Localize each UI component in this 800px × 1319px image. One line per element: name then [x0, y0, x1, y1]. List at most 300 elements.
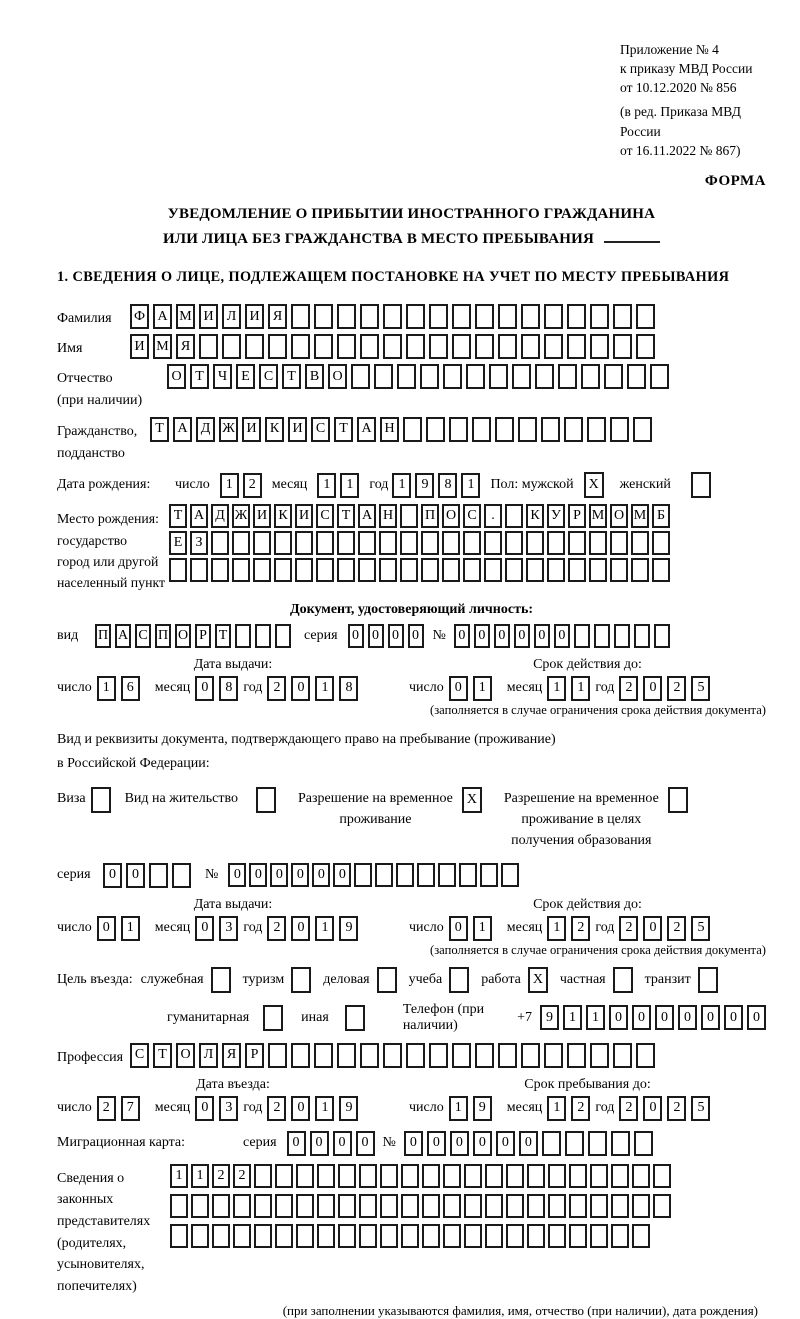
form-cell[interactable] — [501, 863, 519, 887]
form-cell[interactable]: 0 — [103, 863, 122, 888]
form-cell[interactable] — [518, 417, 537, 442]
form-cell[interactable]: О — [328, 364, 347, 389]
form-cell[interactable] — [375, 863, 393, 887]
form-cell[interactable] — [295, 558, 313, 582]
form-cell[interactable] — [558, 364, 577, 389]
form-cell[interactable]: 0 — [270, 863, 288, 887]
form-cell[interactable] — [535, 364, 554, 389]
temp-residence-education-checkbox[interactable] — [668, 787, 688, 813]
form-cell[interactable]: 0 — [724, 1005, 743, 1030]
form-cell[interactable] — [253, 558, 271, 582]
form-cell[interactable]: 9 — [339, 1096, 358, 1121]
form-cell[interactable] — [253, 531, 271, 555]
form-cell[interactable] — [544, 334, 563, 359]
form-cell[interactable] — [610, 417, 629, 442]
form-cell[interactable] — [568, 531, 586, 555]
form-cell[interactable] — [422, 1194, 440, 1218]
form-cell[interactable]: Е — [236, 364, 255, 389]
form-cell[interactable]: 0 — [310, 1131, 329, 1156]
form-cell[interactable] — [442, 531, 460, 555]
form-cell[interactable]: Ж — [232, 504, 250, 528]
male-checkbox[interactable]: X — [584, 472, 604, 498]
form-cell[interactable] — [653, 1194, 671, 1218]
form-cell[interactable]: И — [199, 304, 218, 329]
form-cell[interactable]: О — [442, 504, 460, 528]
form-cell[interactable] — [199, 334, 218, 359]
form-cell[interactable]: 0 — [514, 624, 530, 648]
form-cell[interactable]: 0 — [643, 916, 662, 941]
form-cell[interactable]: А — [190, 504, 208, 528]
purpose-work-checkbox[interactable]: X — [528, 967, 548, 993]
form-cell[interactable] — [351, 364, 370, 389]
form-cell[interactable]: 0 — [356, 1131, 375, 1156]
form-cell[interactable]: 1 — [571, 676, 590, 701]
form-cell[interactable] — [380, 1224, 398, 1248]
temp-residence-checkbox[interactable]: X — [462, 787, 482, 813]
form-cell[interactable] — [172, 863, 191, 888]
form-cell[interactable]: С — [463, 504, 481, 528]
form-cell[interactable] — [232, 531, 250, 555]
form-cell[interactable]: 0 — [291, 1096, 310, 1121]
form-cell[interactable] — [337, 531, 355, 555]
form-cell[interactable]: М — [176, 304, 195, 329]
form-cell[interactable] — [611, 1224, 629, 1248]
form-cell[interactable]: 0 — [388, 624, 404, 648]
purpose-humanitarian-checkbox[interactable] — [263, 1005, 283, 1031]
form-cell[interactable] — [475, 304, 494, 329]
form-cell[interactable]: 0 — [519, 1131, 538, 1156]
form-cell[interactable]: . — [484, 504, 502, 528]
form-cell[interactable] — [254, 1194, 272, 1218]
form-cell[interactable] — [452, 304, 471, 329]
form-cell[interactable] — [426, 417, 445, 442]
form-cell[interactable]: Т — [215, 624, 231, 648]
form-cell[interactable] — [632, 1194, 650, 1218]
form-cell[interactable]: 8 — [219, 676, 238, 701]
form-cell[interactable] — [149, 863, 168, 888]
form-cell[interactable]: 1 — [461, 473, 480, 498]
form-cell[interactable] — [567, 304, 586, 329]
form-cell[interactable]: 5 — [691, 676, 710, 701]
form-cell[interactable]: О — [176, 1043, 195, 1068]
form-cell[interactable]: К — [265, 417, 284, 442]
form-cell[interactable]: С — [135, 624, 151, 648]
form-cell[interactable]: М — [589, 504, 607, 528]
form-cell[interactable] — [526, 531, 544, 555]
form-cell[interactable]: 3 — [219, 1096, 238, 1121]
form-cell[interactable] — [590, 334, 609, 359]
form-cell[interactable] — [547, 531, 565, 555]
form-cell[interactable] — [291, 304, 310, 329]
form-cell[interactable] — [191, 1194, 209, 1218]
form-cell[interactable] — [354, 863, 372, 887]
form-cell[interactable] — [590, 1224, 608, 1248]
purpose-business-checkbox[interactable] — [377, 967, 397, 993]
form-cell[interactable] — [401, 1194, 419, 1218]
form-cell[interactable] — [632, 1164, 650, 1188]
form-cell[interactable] — [564, 417, 583, 442]
form-cell[interactable] — [379, 558, 397, 582]
form-cell[interactable] — [268, 1043, 287, 1068]
form-cell[interactable] — [235, 624, 251, 648]
form-cell[interactable] — [443, 1194, 461, 1218]
form-cell[interactable] — [485, 1164, 503, 1188]
form-cell[interactable] — [291, 1043, 310, 1068]
form-cell[interactable]: 1 — [315, 916, 334, 941]
form-cell[interactable] — [652, 531, 670, 555]
form-cell[interactable] — [548, 1164, 566, 1188]
form-cell[interactable] — [613, 304, 632, 329]
form-cell[interactable] — [449, 417, 468, 442]
form-cell[interactable] — [317, 1164, 335, 1188]
form-cell[interactable]: 0 — [404, 1131, 423, 1156]
form-cell[interactable] — [170, 1194, 188, 1218]
form-cell[interactable]: Д — [196, 417, 215, 442]
form-cell[interactable]: 0 — [97, 916, 116, 941]
form-cell[interactable]: 5 — [691, 1096, 710, 1121]
form-cell[interactable] — [429, 1043, 448, 1068]
form-cell[interactable]: О — [610, 504, 628, 528]
form-cell[interactable]: Я — [176, 334, 195, 359]
form-cell[interactable]: 0 — [126, 863, 145, 888]
form-cell[interactable] — [463, 531, 481, 555]
form-cell[interactable] — [459, 863, 477, 887]
form-cell[interactable] — [429, 304, 448, 329]
form-cell[interactable]: 0 — [449, 916, 468, 941]
form-cell[interactable] — [574, 624, 590, 648]
form-cell[interactable]: 2 — [267, 1096, 286, 1121]
form-cell[interactable]: Л — [199, 1043, 218, 1068]
form-cell[interactable]: С — [259, 364, 278, 389]
form-cell[interactable]: 9 — [415, 473, 434, 498]
form-cell[interactable]: 0 — [291, 863, 309, 887]
form-cell[interactable] — [527, 1164, 545, 1188]
form-cell[interactable]: 1 — [473, 676, 492, 701]
form-cell[interactable]: Т — [169, 504, 187, 528]
form-cell[interactable] — [360, 304, 379, 329]
form-cell[interactable]: 2 — [667, 676, 686, 701]
form-cell[interactable] — [484, 558, 502, 582]
form-cell[interactable] — [380, 1164, 398, 1188]
form-cell[interactable] — [396, 863, 414, 887]
form-cell[interactable] — [652, 558, 670, 582]
form-cell[interactable] — [422, 1224, 440, 1248]
form-cell[interactable] — [406, 1043, 425, 1068]
form-cell[interactable] — [169, 558, 187, 582]
form-cell[interactable]: 0 — [287, 1131, 306, 1156]
form-cell[interactable]: 1 — [547, 676, 566, 701]
form-cell[interactable]: 0 — [450, 1131, 469, 1156]
form-cell[interactable] — [568, 558, 586, 582]
form-cell[interactable]: А — [173, 417, 192, 442]
form-cell[interactable]: И — [253, 504, 271, 528]
form-cell[interactable] — [590, 1194, 608, 1218]
purpose-tourism-checkbox[interactable] — [291, 967, 311, 993]
form-cell[interactable]: С — [311, 417, 330, 442]
form-cell[interactable] — [604, 364, 623, 389]
purpose-transit-checkbox[interactable] — [698, 967, 718, 993]
form-cell[interactable] — [338, 1194, 356, 1218]
form-cell[interactable]: 2 — [619, 676, 638, 701]
form-cell[interactable] — [506, 1194, 524, 1218]
form-cell[interactable]: Р — [195, 624, 211, 648]
form-cell[interactable] — [505, 504, 523, 528]
form-cell[interactable] — [406, 304, 425, 329]
form-cell[interactable] — [316, 531, 334, 555]
form-cell[interactable] — [498, 334, 517, 359]
form-cell[interactable] — [484, 531, 502, 555]
form-cell[interactable]: 0 — [449, 676, 468, 701]
form-cell[interactable]: 0 — [427, 1131, 446, 1156]
form-cell[interactable]: К — [526, 504, 544, 528]
form-cell[interactable] — [636, 304, 655, 329]
form-cell[interactable]: А — [357, 417, 376, 442]
form-cell[interactable] — [527, 1194, 545, 1218]
form-cell[interactable] — [255, 624, 271, 648]
form-cell[interactable] — [314, 304, 333, 329]
form-cell[interactable] — [275, 1164, 293, 1188]
form-cell[interactable] — [383, 1043, 402, 1068]
form-cell[interactable] — [359, 1224, 377, 1248]
form-cell[interactable] — [633, 417, 652, 442]
form-cell[interactable]: И — [242, 417, 261, 442]
form-cell[interactable] — [338, 1164, 356, 1188]
form-cell[interactable] — [613, 334, 632, 359]
form-cell[interactable]: А — [358, 504, 376, 528]
form-cell[interactable] — [383, 334, 402, 359]
form-cell[interactable] — [498, 1043, 517, 1068]
form-cell[interactable]: 0 — [333, 863, 351, 887]
purpose-other-checkbox[interactable] — [345, 1005, 365, 1031]
form-cell[interactable] — [631, 531, 649, 555]
form-cell[interactable]: Я — [222, 1043, 241, 1068]
form-cell[interactable]: С — [316, 504, 334, 528]
form-cell[interactable] — [421, 531, 439, 555]
form-cell[interactable]: 0 — [701, 1005, 720, 1030]
form-cell[interactable] — [589, 531, 607, 555]
form-cell[interactable] — [565, 1131, 584, 1156]
form-cell[interactable] — [650, 364, 669, 389]
form-cell[interactable] — [567, 1043, 586, 1068]
form-cell[interactable]: В — [305, 364, 324, 389]
form-cell[interactable] — [547, 558, 565, 582]
form-cell[interactable]: П — [421, 504, 439, 528]
form-cell[interactable]: 2 — [619, 1096, 638, 1121]
form-cell[interactable] — [422, 1164, 440, 1188]
form-cell[interactable]: 0 — [474, 624, 490, 648]
form-cell[interactable]: 0 — [534, 624, 550, 648]
form-cell[interactable]: Т — [190, 364, 209, 389]
form-cell[interactable]: 0 — [554, 624, 570, 648]
form-cell[interactable]: Т — [337, 504, 355, 528]
form-cell[interactable] — [275, 1224, 293, 1248]
form-cell[interactable] — [232, 558, 250, 582]
form-cell[interactable] — [296, 1164, 314, 1188]
form-cell[interactable] — [594, 624, 610, 648]
form-cell[interactable] — [317, 1194, 335, 1218]
form-cell[interactable] — [400, 531, 418, 555]
form-cell[interactable] — [406, 334, 425, 359]
form-cell[interactable] — [654, 624, 670, 648]
form-cell[interactable]: 2 — [243, 473, 262, 498]
form-cell[interactable]: 2 — [267, 676, 286, 701]
form-cell[interactable]: Т — [334, 417, 353, 442]
form-cell[interactable] — [443, 1164, 461, 1188]
form-cell[interactable]: А — [153, 304, 172, 329]
form-cell[interactable] — [254, 1164, 272, 1188]
form-cell[interactable] — [466, 364, 485, 389]
form-cell[interactable] — [429, 334, 448, 359]
form-cell[interactable] — [631, 558, 649, 582]
form-cell[interactable] — [475, 334, 494, 359]
form-cell[interactable]: 9 — [339, 916, 358, 941]
form-cell[interactable] — [245, 334, 264, 359]
form-cell[interactable]: М — [153, 334, 172, 359]
form-cell[interactable]: Д — [211, 504, 229, 528]
form-cell[interactable]: 0 — [643, 676, 662, 701]
form-cell[interactable] — [438, 863, 456, 887]
form-cell[interactable] — [636, 334, 655, 359]
form-cell[interactable] — [358, 558, 376, 582]
form-cell[interactable]: И — [288, 417, 307, 442]
form-cell[interactable] — [569, 1194, 587, 1218]
form-cell[interactable] — [296, 1194, 314, 1218]
form-cell[interactable]: 0 — [249, 863, 267, 887]
form-cell[interactable] — [190, 558, 208, 582]
form-cell[interactable]: 1 — [317, 473, 336, 498]
form-cell[interactable] — [170, 1224, 188, 1248]
form-cell[interactable] — [590, 304, 609, 329]
form-cell[interactable] — [421, 558, 439, 582]
form-cell[interactable] — [275, 624, 291, 648]
form-cell[interactable] — [360, 1043, 379, 1068]
form-cell[interactable]: 1 — [449, 1096, 468, 1121]
form-cell[interactable]: 9 — [540, 1005, 559, 1030]
form-cell[interactable] — [527, 1224, 545, 1248]
form-cell[interactable] — [611, 1194, 629, 1218]
form-cell[interactable] — [614, 624, 630, 648]
form-cell[interactable] — [401, 1224, 419, 1248]
form-cell[interactable]: 1 — [392, 473, 411, 498]
form-cell[interactable] — [212, 1194, 230, 1218]
form-cell[interactable] — [338, 1224, 356, 1248]
form-cell[interactable]: 0 — [195, 916, 214, 941]
form-cell[interactable]: 2 — [667, 916, 686, 941]
form-cell[interactable] — [295, 531, 313, 555]
form-cell[interactable] — [505, 558, 523, 582]
form-cell[interactable] — [611, 1131, 630, 1156]
form-cell[interactable]: 0 — [496, 1131, 515, 1156]
form-cell[interactable] — [613, 1043, 632, 1068]
form-cell[interactable] — [590, 1043, 609, 1068]
form-cell[interactable]: 2 — [619, 916, 638, 941]
form-cell[interactable]: Т — [282, 364, 301, 389]
form-cell[interactable]: 7 — [121, 1096, 140, 1121]
form-cell[interactable]: 1 — [121, 916, 140, 941]
form-cell[interactable] — [521, 304, 540, 329]
form-cell[interactable] — [521, 1043, 540, 1068]
form-cell[interactable] — [317, 1224, 335, 1248]
form-cell[interactable]: 0 — [291, 916, 310, 941]
form-cell[interactable] — [358, 531, 376, 555]
form-cell[interactable]: 1 — [340, 473, 359, 498]
form-cell[interactable]: О — [167, 364, 186, 389]
form-cell[interactable]: С — [130, 1043, 149, 1068]
form-cell[interactable] — [379, 531, 397, 555]
form-cell[interactable] — [296, 1224, 314, 1248]
form-cell[interactable]: Ч — [213, 364, 232, 389]
form-cell[interactable] — [506, 1164, 524, 1188]
form-cell[interactable] — [480, 863, 498, 887]
form-cell[interactable]: 2 — [571, 916, 590, 941]
form-cell[interactable]: 0 — [312, 863, 330, 887]
form-cell[interactable] — [337, 334, 356, 359]
form-cell[interactable]: 0 — [228, 863, 246, 887]
form-cell[interactable] — [316, 558, 334, 582]
form-cell[interactable]: 1 — [563, 1005, 582, 1030]
form-cell[interactable] — [337, 304, 356, 329]
form-cell[interactable] — [443, 364, 462, 389]
form-cell[interactable]: 1 — [315, 1096, 334, 1121]
form-cell[interactable] — [403, 417, 422, 442]
form-cell[interactable] — [337, 1043, 356, 1068]
form-cell[interactable]: Р — [245, 1043, 264, 1068]
form-cell[interactable]: 0 — [643, 1096, 662, 1121]
form-cell[interactable] — [211, 531, 229, 555]
form-cell[interactable]: 0 — [655, 1005, 674, 1030]
form-cell[interactable] — [443, 1224, 461, 1248]
form-cell[interactable]: 0 — [348, 624, 364, 648]
form-cell[interactable] — [464, 1194, 482, 1218]
form-cell[interactable] — [275, 1194, 293, 1218]
form-cell[interactable]: 0 — [454, 624, 470, 648]
form-cell[interactable]: 1 — [547, 1096, 566, 1121]
form-cell[interactable] — [512, 364, 531, 389]
form-cell[interactable]: 1 — [473, 916, 492, 941]
form-cell[interactable] — [274, 558, 292, 582]
form-cell[interactable] — [567, 334, 586, 359]
form-cell[interactable]: 2 — [267, 916, 286, 941]
form-cell[interactable] — [383, 304, 402, 329]
form-cell[interactable] — [211, 558, 229, 582]
form-cell[interactable] — [452, 1043, 471, 1068]
form-cell[interactable] — [254, 1224, 272, 1248]
form-cell[interactable] — [544, 304, 563, 329]
form-cell[interactable] — [337, 558, 355, 582]
form-cell[interactable]: Н — [379, 504, 397, 528]
form-cell[interactable] — [581, 364, 600, 389]
form-cell[interactable]: З — [190, 531, 208, 555]
form-cell[interactable] — [541, 417, 560, 442]
form-cell[interactable] — [495, 417, 514, 442]
form-cell[interactable] — [360, 334, 379, 359]
form-cell[interactable] — [401, 1164, 419, 1188]
form-cell[interactable] — [464, 1224, 482, 1248]
form-cell[interactable] — [314, 1043, 333, 1068]
form-cell[interactable]: 2 — [233, 1164, 251, 1188]
form-cell[interactable]: Л — [222, 304, 241, 329]
form-cell[interactable] — [610, 531, 628, 555]
form-cell[interactable] — [291, 334, 310, 359]
form-cell[interactable]: 0 — [473, 1131, 492, 1156]
form-cell[interactable] — [380, 1194, 398, 1218]
form-cell[interactable] — [506, 1224, 524, 1248]
form-cell[interactable] — [397, 364, 416, 389]
form-cell[interactable] — [610, 558, 628, 582]
form-cell[interactable]: 0 — [333, 1131, 352, 1156]
form-cell[interactable] — [521, 334, 540, 359]
form-cell[interactable]: Т — [150, 417, 169, 442]
